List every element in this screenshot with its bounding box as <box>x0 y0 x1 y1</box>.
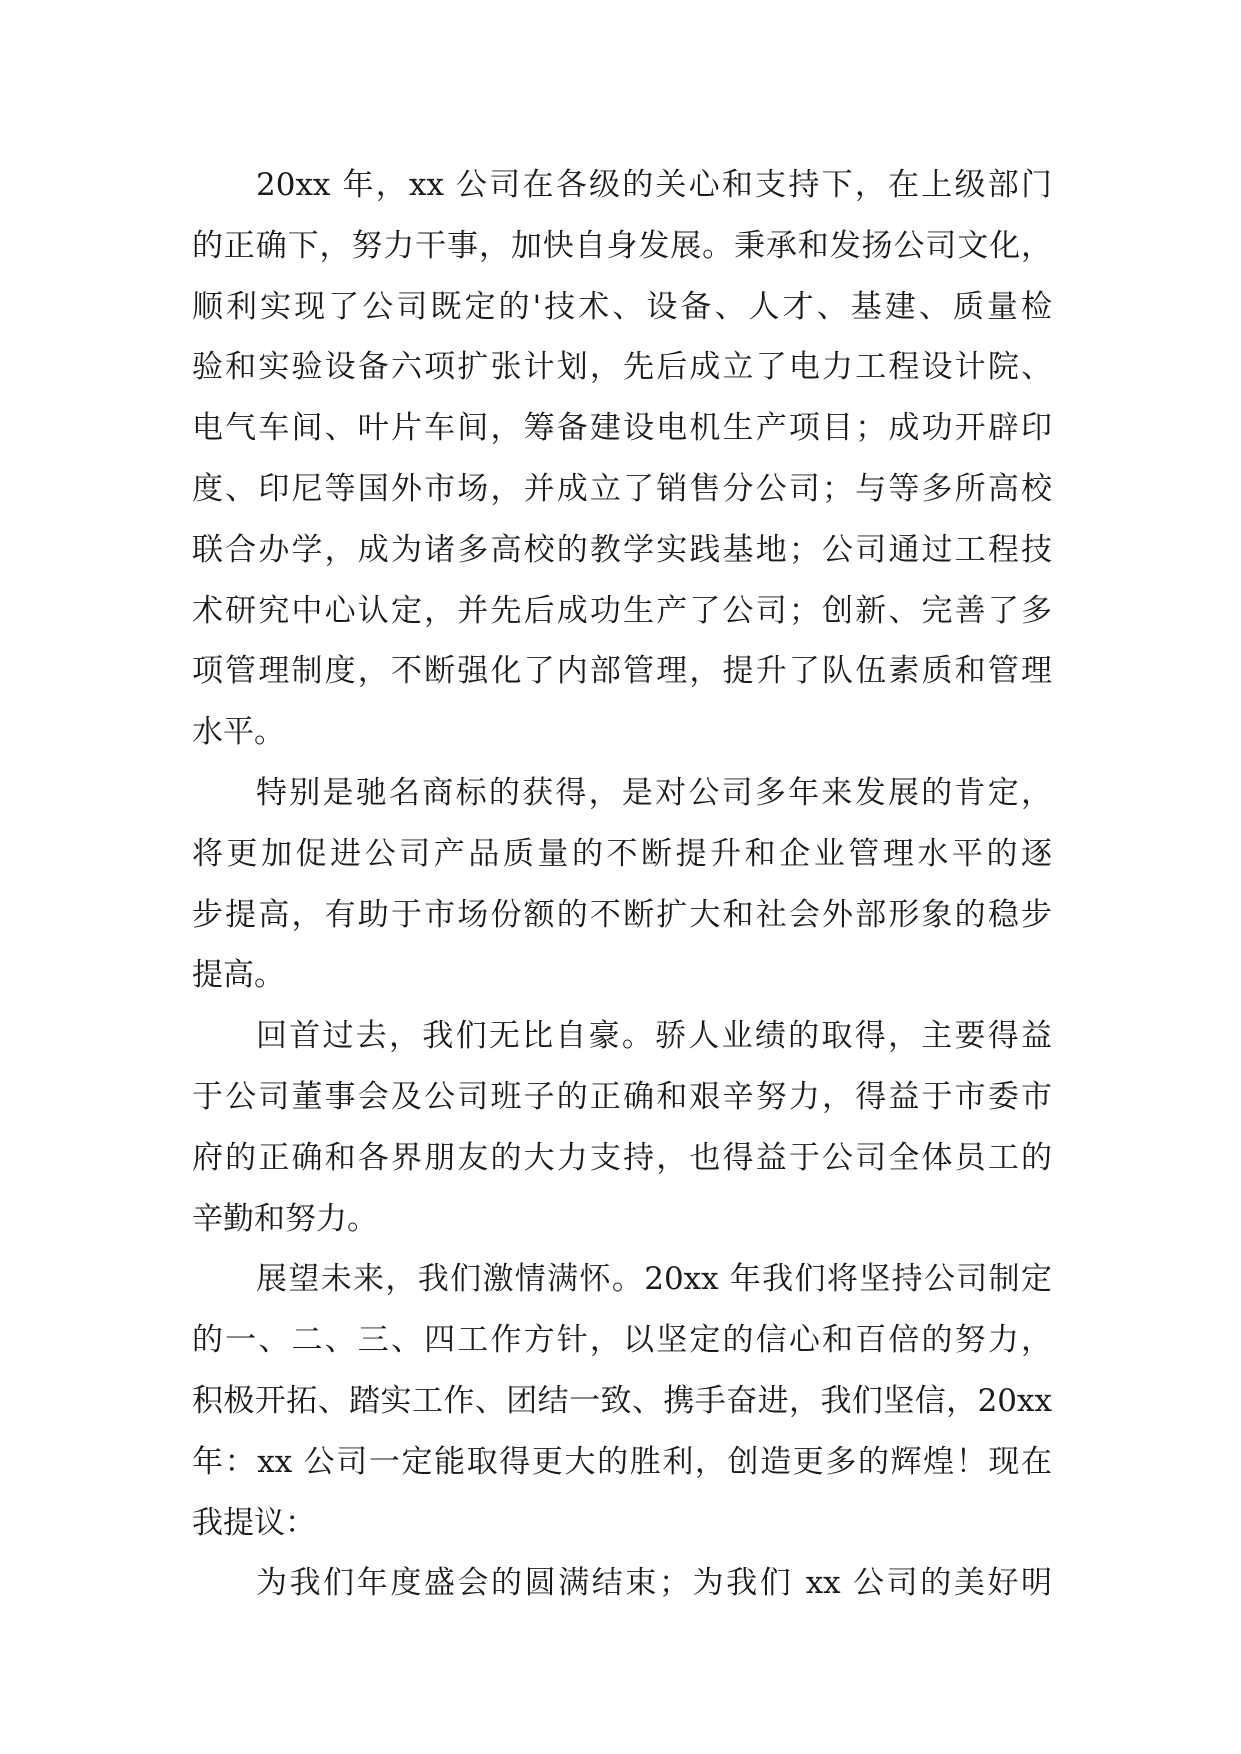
text-line: 年：xx 公司一定能取得更大的胜利，创造更多的辉煌！现在 <box>192 1443 1052 1480</box>
text-line: 步提高，有助于市场份额的不断扩大和社会外部形象的稳步 <box>192 896 1052 933</box>
text-line: 我提议： <box>192 1504 316 1541</box>
paragraph <box>192 763 1052 1006</box>
text-line: 将更加促进公司产品质量的不断提升和企业管理水平的逐 <box>192 835 1052 872</box>
text-line: 提高。 <box>192 957 285 994</box>
text-line: 积极开拓、踏实工作、团结一致、携手奋进，我们坚信，20xx <box>192 1382 1052 1419</box>
paragraph <box>192 1006 1052 1249</box>
text-line: 特别是驰名商标的获得，是对公司多年来发展的肯定， <box>256 774 1052 811</box>
text-line: 20xx 年，xx 公司在各级的关心和支持下，在上级部门 <box>256 167 1052 203</box>
text-line: 水平。 <box>192 714 285 751</box>
text-line: 府的正确和各界朋友的大力支持，也得益于公司全体员工的 <box>192 1139 1052 1176</box>
text-line: 联合办学，成为诸多高校的教学实践基地；公司通过工程技 <box>192 531 1052 568</box>
text-line: 的正确下，努力干事，加快自身发展。秉承和发扬公司文化， <box>192 227 1052 264</box>
text-line: 验和实验设备六项扩张计划，先后成立了电力工程设计院、 <box>192 349 1052 386</box>
paragraph <box>192 1553 1052 1614</box>
paragraph <box>192 1249 1052 1553</box>
paragraph <box>192 155 1052 763</box>
text-line: 度、印尼等国外市场，并成立了销售分公司；与等多所高校 <box>192 470 1052 507</box>
text-line: 回首过去，我们无比自豪。骄人业绩的取得，主要得益 <box>256 1018 1052 1055</box>
text-line: 电气车间、叶片车间，筹备建设电机生产项目；成功开辟印 <box>192 410 1052 447</box>
text-line: 辛勤和努力。 <box>192 1200 378 1237</box>
text-line: 项管理制度，不断强化了内部管理，提升了队伍素质和管理 <box>192 653 1052 690</box>
text-line: 展望未来，我们激情满怀。20xx 年我们将坚持公司制定 <box>256 1261 1052 1298</box>
document-body <box>192 155 1052 1614</box>
text-line: 的一、二、三、四工作方针，以坚定的信心和百倍的努力， <box>192 1322 1052 1359</box>
text-line: 为我们年度盛会的圆满结束；为我们 xx 公司的美好明 <box>256 1565 1052 1602</box>
text-line: 于公司董事会及公司班子的正确和艰辛努力，得益于市委市 <box>192 1078 1052 1115</box>
text-line: 顺利实现了公司既定的'技术、设备、人才、基建、质量检 <box>192 288 1052 325</box>
text-line: 术研究中心认定，并先后成功生产了公司；创新、完善了多 <box>192 592 1052 629</box>
